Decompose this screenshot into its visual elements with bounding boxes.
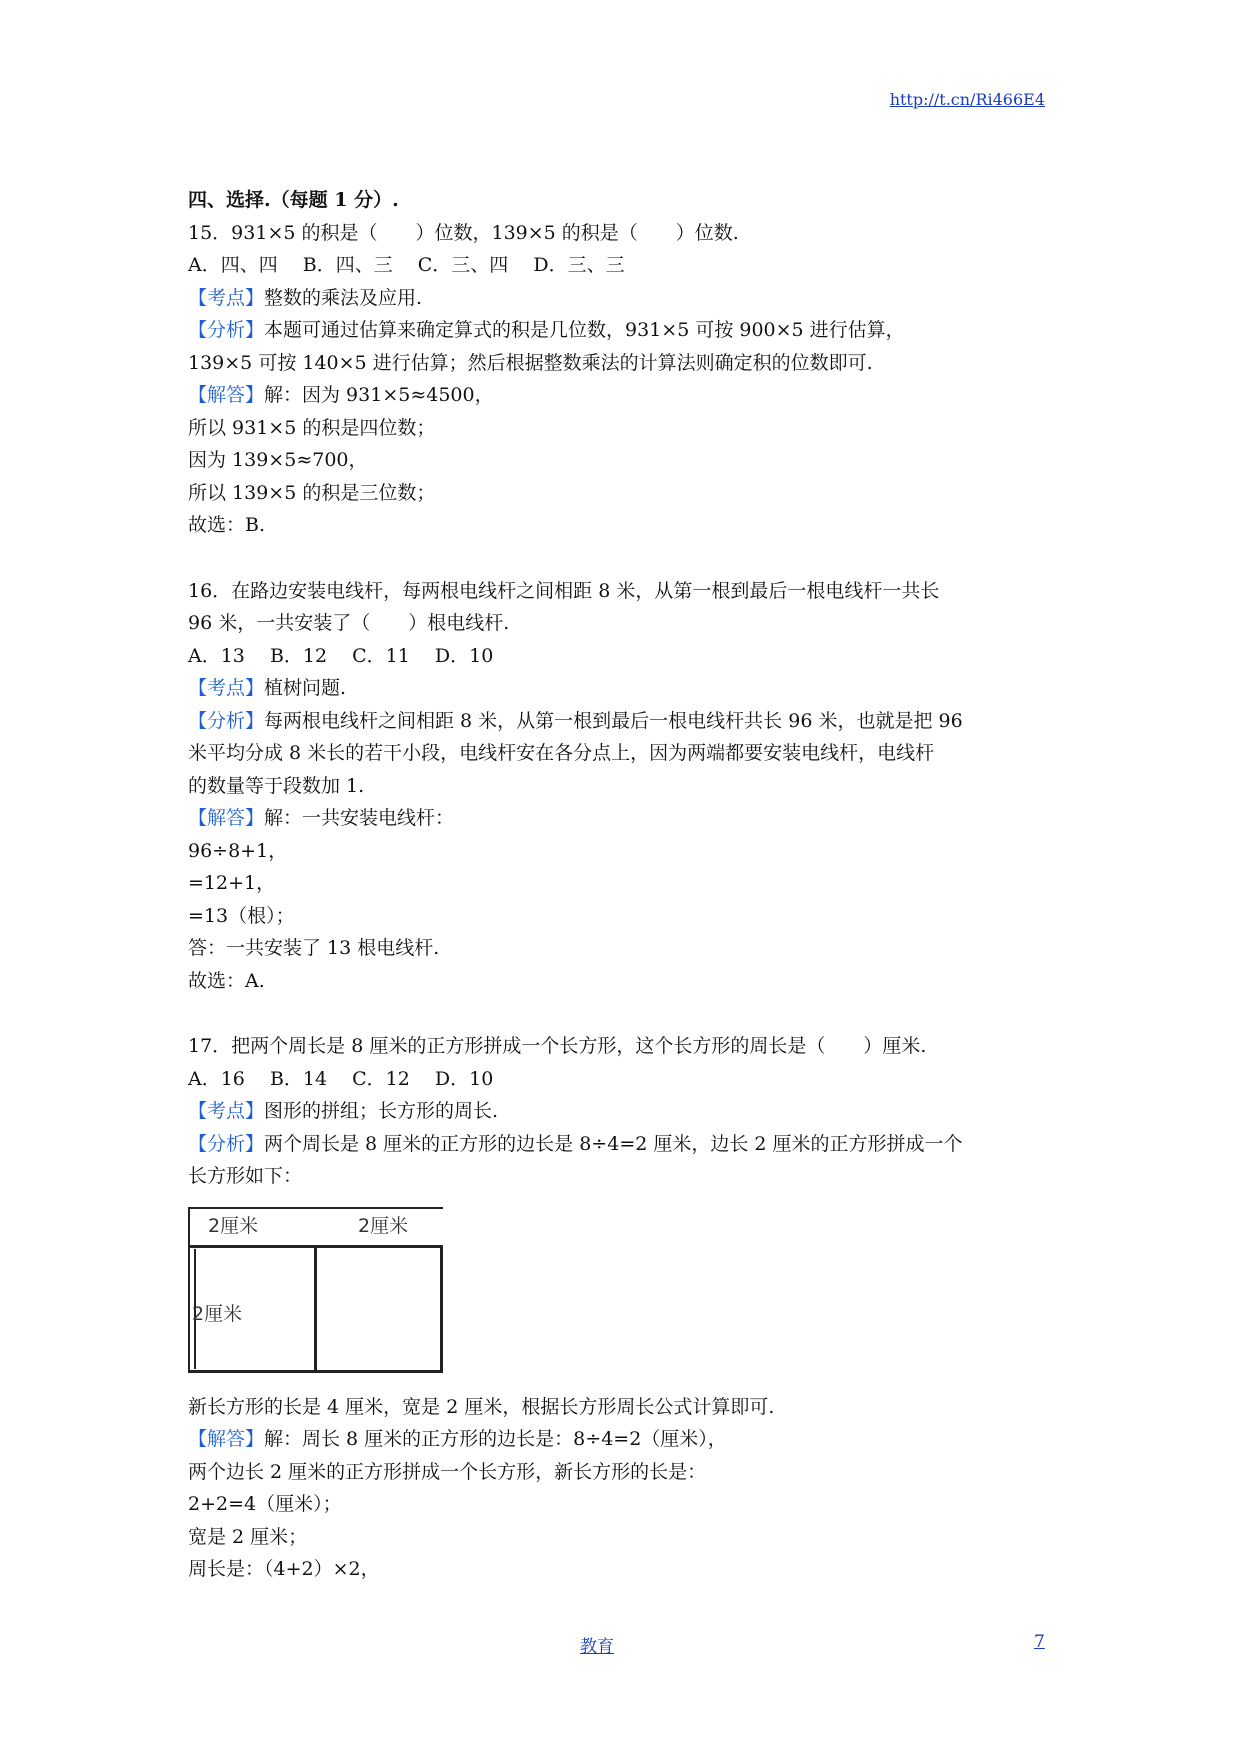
header-link[interactable]: http://t.cn/Ri466E4: [889, 90, 1045, 109]
q16-fenxi-3: 的数量等于段数加 1.: [188, 774, 365, 797]
q15-kaodian: [188, 282, 1058, 315]
q16-line: =13（根）；: [188, 904, 295, 927]
jieda-tag: 【解答】: [188, 1428, 265, 1450]
kaodian-text: 图形的拼组；长方形的周长.: [264, 1100, 499, 1122]
q15-line: 所以 139×5 的积是三位数；: [188, 481, 436, 504]
spacer: [188, 997, 1058, 1030]
q17-kaodian: [188, 1095, 1058, 1128]
q16-line: 故选：A.: [188, 969, 265, 992]
q16-line: 答：一共安装了 13 根电线杆.: [188, 937, 440, 959]
q17-after-diagram: 新长方形的长是 4 厘米，宽是 2 厘米，根据长方形周长公式计算即可.: [188, 1395, 775, 1418]
jieda-text: 解：因为 931×5≈4500，: [264, 384, 494, 406]
diagram-line: [314, 1245, 317, 1373]
q17-jieda: [188, 1423, 1058, 1456]
q16-jieda: [188, 802, 1058, 835]
q17-line: 2+2=4（厘米）；: [188, 1493, 342, 1515]
q16-question: 16．在路边安装电线杆，每两根电线杆之间相距 8 米，从第一根到最后一根电线杆一共长: [188, 579, 940, 602]
diagram-label-left: 2厘米: [192, 1302, 243, 1325]
q16-kaodian: [188, 672, 1058, 705]
q15-line: 所以 931×5 的积是四位数；: [188, 416, 436, 439]
fenxi-text: 两个周长是 8 厘米的正方形的边长是 8÷4=2 厘米，边长 2 厘米的正方形拼成一个: [264, 1132, 963, 1155]
kaodian-tag: 【考点】: [188, 286, 265, 309]
page-number[interactable]: 7: [1034, 1632, 1045, 1652]
q16-question-2: 96 米，一共安装了（ ）根电线杆.: [188, 612, 510, 634]
kaodian-text: 整数的乘法及应用.: [264, 286, 423, 309]
q17-options: A．16 B．14 C．12 D．10: [188, 1067, 494, 1090]
q16-fenxi: [188, 705, 1058, 738]
fenxi-text: 本题可通过估算来确定算式的积是几位数，931×5 可按 900×5 进行估算，: [264, 319, 905, 341]
jieda-tag: 【解答】: [188, 807, 265, 829]
footer-link[interactable]: 教育: [580, 1637, 614, 1657]
diagram-line: [440, 1245, 443, 1373]
q16-line: 96÷8+1，: [188, 839, 288, 862]
fenxi-tag: 【分析】: [188, 319, 265, 341]
fenxi-text: 每两根电线杆之间相距 8 米，从第一根到最后一根电线杆共长 96 米，也就是把 96: [264, 709, 963, 732]
diagram-border: [188, 1207, 443, 1209]
q17-line: 周长是：（4+2）×2，: [188, 1558, 380, 1580]
diagram-label-top-left: 2厘米: [208, 1214, 259, 1237]
q17-line: 两个边长 2 厘米的正方形拼成一个长方形，新长方形的长是：: [188, 1460, 707, 1483]
diagram-line: [190, 1370, 443, 1373]
q15-jieda: [188, 379, 1058, 412]
q15-line: 故选：B.: [188, 514, 266, 536]
diagram-border: [188, 1207, 190, 1373]
rectangle-diagram: [188, 1207, 443, 1373]
fenxi-tag: 【分析】: [188, 709, 265, 732]
section-title: 四、选择.（每题 1 分）.: [188, 189, 399, 211]
q17-fenxi: [188, 1128, 1058, 1161]
q15-question: 15．931×5 的积是（ ）位数，139×5 的积是（ ）位数.: [188, 221, 739, 244]
q17-fenxi-2: 长方形如下：: [188, 1165, 303, 1187]
q15-line: 因为 139×5≈700，: [188, 449, 368, 471]
kaodian-tag: 【考点】: [188, 677, 265, 699]
q15-options: A．四、四 B．四、三 C．三、四 D．三、三: [188, 254, 625, 276]
jieda-tag: 【解答】: [188, 384, 265, 406]
q17-question: 17．把两个周长是 8 厘米的正方形拼成一个长方形，这个长方形的周长是（ ）厘米.: [188, 1035, 927, 1057]
jieda-text: 解：周长 8 厘米的正方形的边长是：8÷4=2（厘米），: [264, 1428, 727, 1450]
q15-fenxi: [188, 314, 1058, 347]
q15-fenxi-2: 139×5 可按 140×5 进行估算；然后根据整数乘法的计算法则确定积的位数即可.: [188, 351, 873, 374]
spacer: [188, 542, 1058, 575]
fenxi-tag: 【分析】: [188, 1132, 265, 1155]
diagram-label-top-right: 2厘米: [358, 1214, 409, 1237]
jieda-text: 解：一共安装电线杆：: [264, 807, 455, 829]
q17-line: 宽是 2 厘米；: [188, 1525, 308, 1548]
kaodian-tag: 【考点】: [188, 1100, 265, 1122]
q16-fenxi-2: 米平均分成 8 米长的若干小段，电线杆安在各分点上，因为两端都要安装电线杆，电线杆: [188, 742, 935, 764]
kaodian-text: 植树问题.: [264, 677, 347, 699]
q16-line: =12+1，: [188, 872, 276, 894]
document-content: [188, 184, 1058, 1586]
q16-options: A．13 B．12 C．11 D．10: [188, 644, 494, 667]
